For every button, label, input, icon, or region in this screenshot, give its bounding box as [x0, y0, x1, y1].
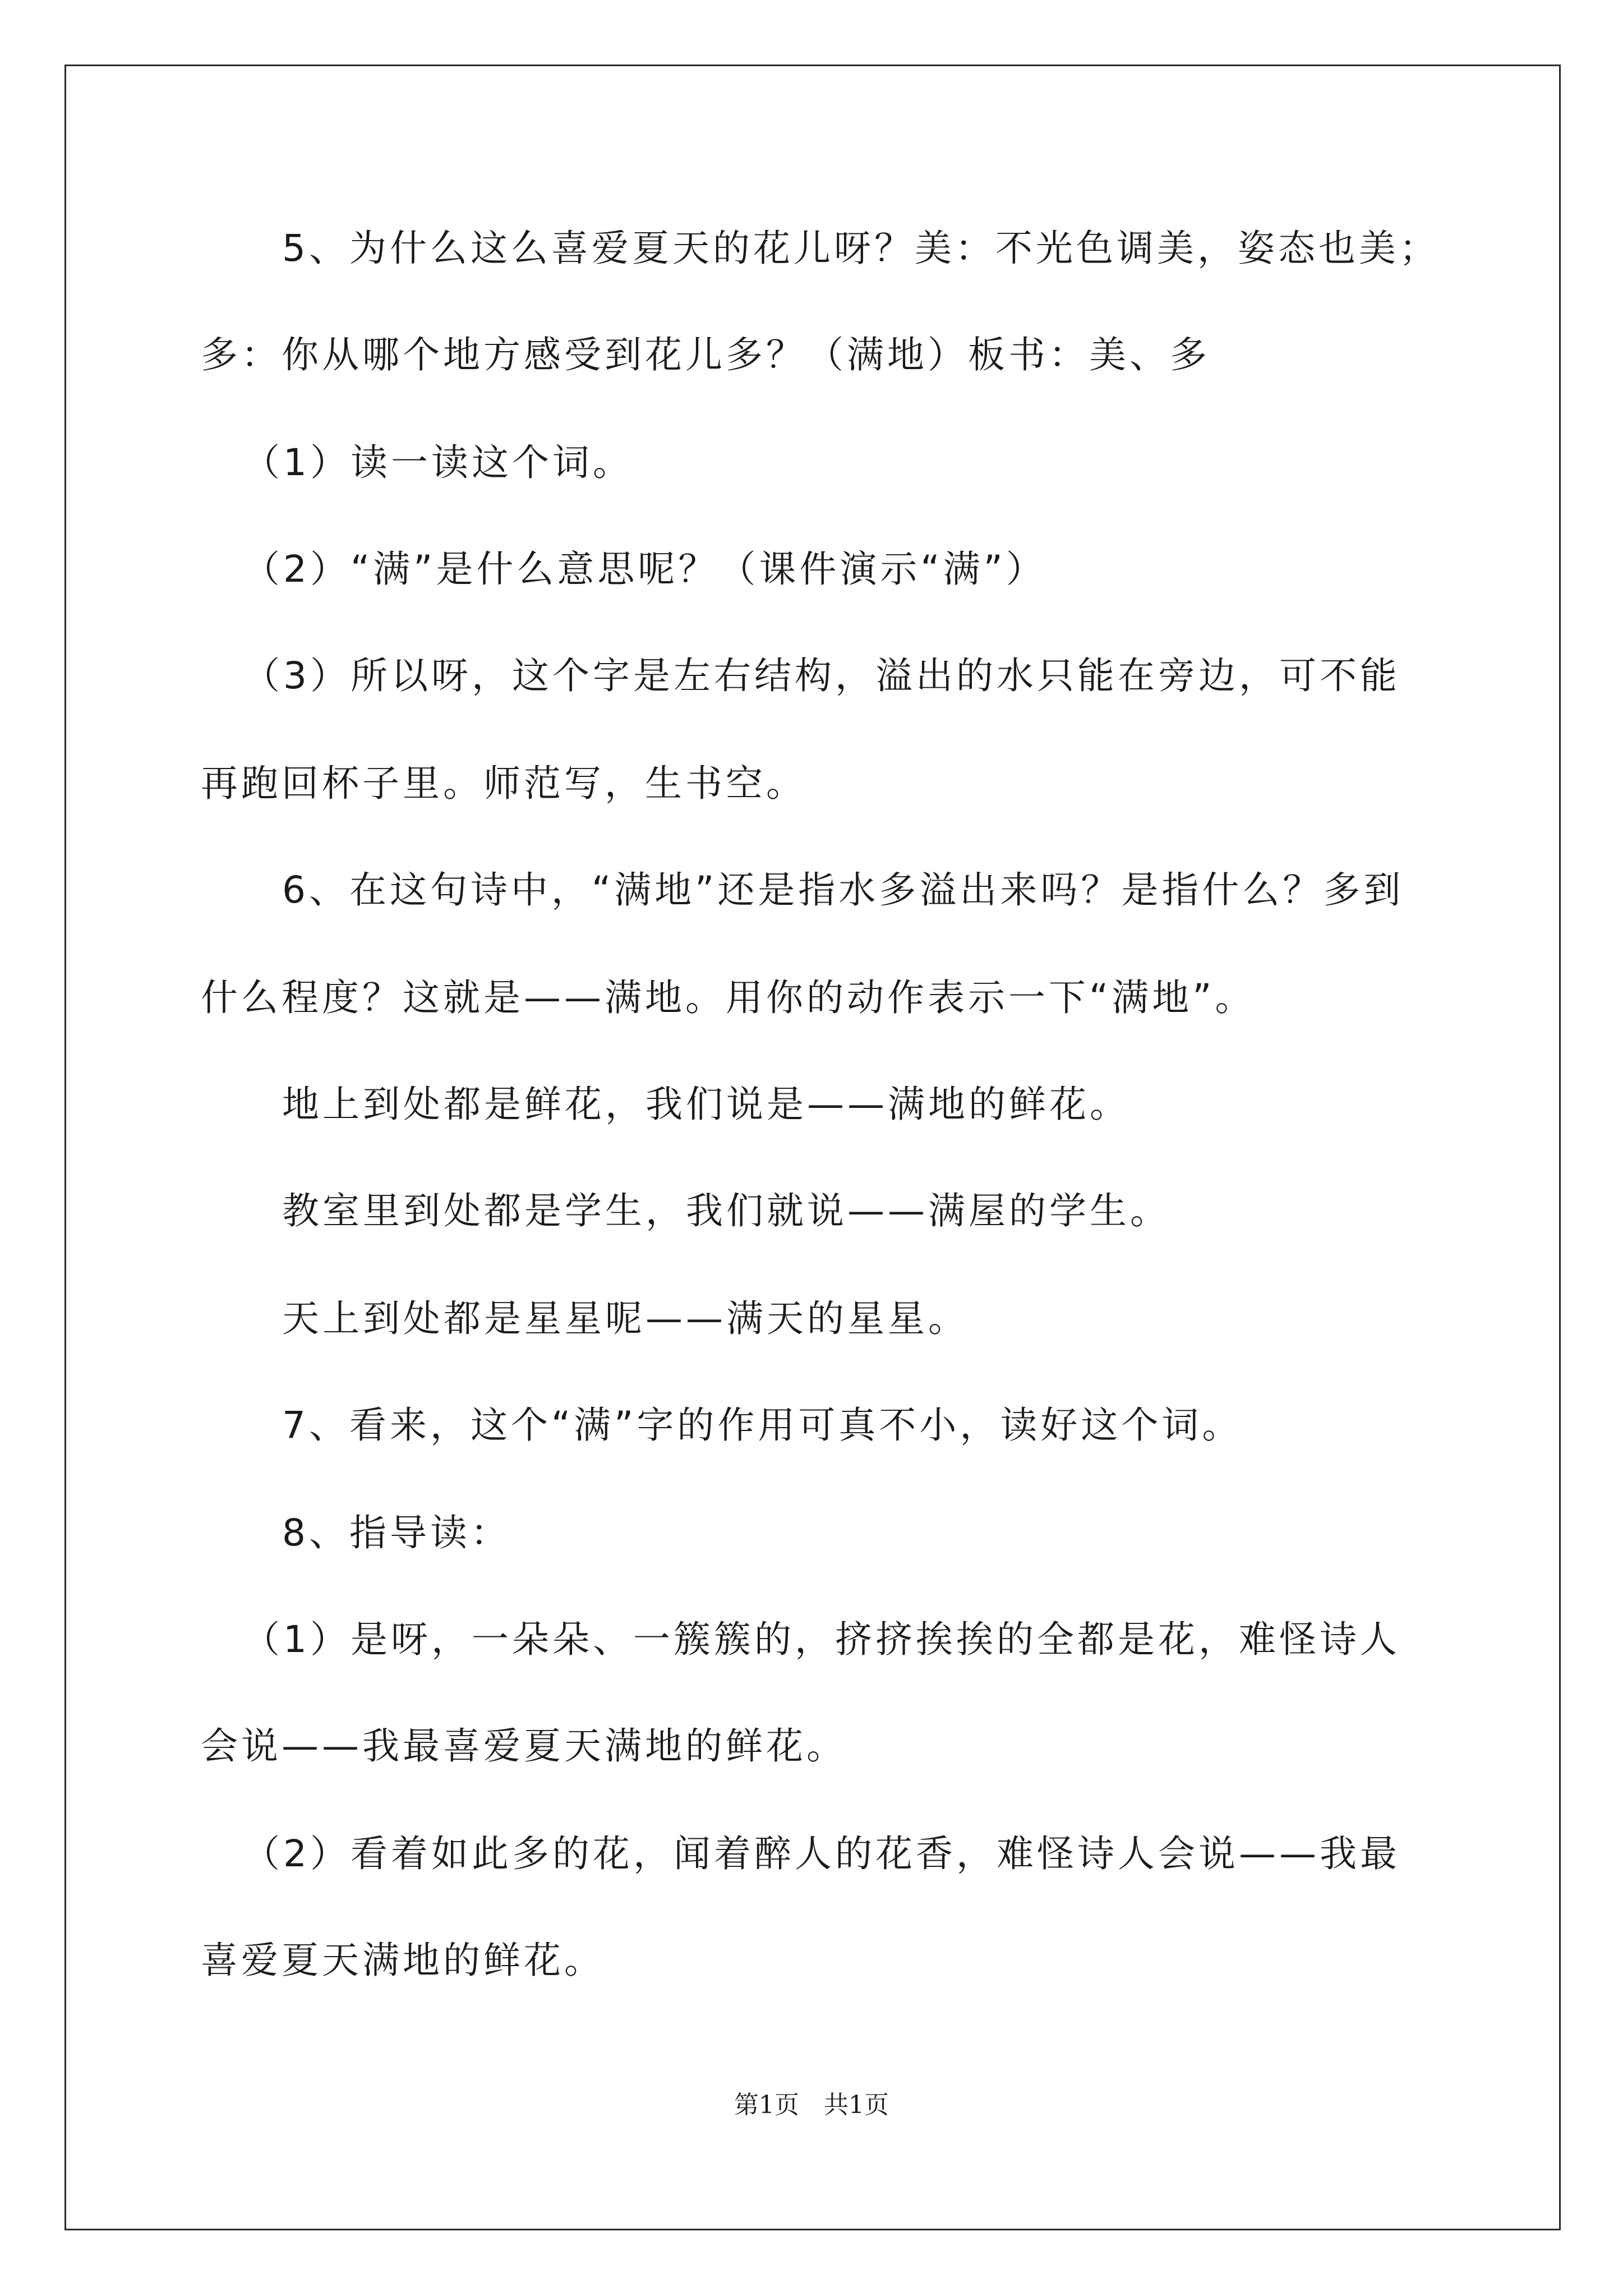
paragraph-line: 7、看来，这个“满”字的作用可真不小，读好这个词。: [282, 1404, 1243, 1447]
paragraph-line: （3）所以呀，这个字是左右结构，溢出的水只能在旁边，可不能: [243, 654, 1400, 697]
paragraph-line: 喜爱夏天满地的鲜花。: [201, 1939, 605, 1982]
page-border: [64, 65, 1561, 2230]
page-number-footer: 第1页 共1页: [734, 2091, 889, 2119]
paragraph-line: （1）是呀，一朵朵、一簇簇的，挤挤挨挨的全都是花，难怪诗人: [243, 1618, 1400, 1661]
paragraph-line: 多：你从哪个地方感受到花儿多？（满地）板书：美、多: [201, 333, 1210, 376]
paragraph-line: 教室里到处都是学生，我们就说——满屋的学生。: [282, 1189, 1170, 1232]
paragraph-line: （1）读一读这个词。: [243, 441, 633, 484]
paragraph-line: 5、为什么这么喜爱夏天的花儿呀？美：不光色调美，姿态也美；: [282, 227, 1440, 270]
paragraph-line: 6、在这句诗中，“满地”还是指水多溢出来吗？是指什么？多到: [282, 868, 1404, 912]
paragraph-line: 天上到处都是星星呢——满天的星星。: [282, 1297, 969, 1340]
paragraph-line: 会说——我最喜爱夏天满地的鲜花。: [201, 1724, 847, 1768]
paragraph-line: 地上到处都是鲜花，我们说是——满地的鲜花。: [282, 1083, 1130, 1126]
paragraph-line: 再跑回杯子里。师范写，生书空。: [201, 762, 806, 805]
paragraph-line: 什么程度？这就是——满地。用你的动作表示一下“满地”。: [201, 976, 1256, 1019]
paragraph-line: （2）“满”是什么意思呢？（课件演示“满”）: [243, 547, 1046, 591]
paragraph-line: 8、指导读：: [282, 1511, 511, 1554]
paragraph-line: （2）看着如此多的花，闻着醉人的花香，难怪诗人会说——我最: [243, 1832, 1400, 1875]
